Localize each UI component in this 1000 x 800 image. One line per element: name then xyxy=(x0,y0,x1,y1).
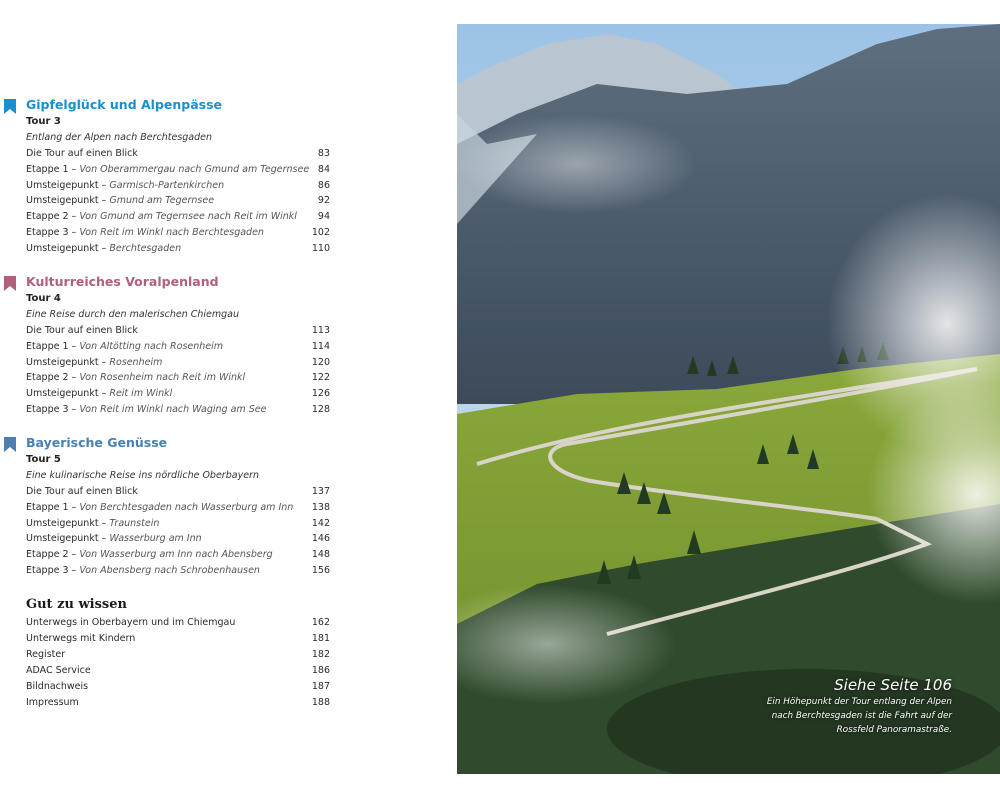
toc-section-tour-5 xyxy=(0,435,440,576)
toc-entry[interactable] xyxy=(26,243,330,258)
bookmark-icon xyxy=(4,437,16,452)
toc-entry[interactable] xyxy=(26,518,330,533)
entry-label: Etappe 2 – Von Gmund am Tegernsee nach Reit im Winkl xyxy=(26,211,297,222)
entry-label: Impressum xyxy=(26,697,79,708)
toc-entry[interactable] xyxy=(26,665,330,680)
entry-label: Etappe 3 – Von Reit im Winkl nach Berchtesgaden xyxy=(26,227,264,238)
entry-label: Etappe 1 – Von Berchtesgaden nach Wasserburg am Inn xyxy=(26,502,294,513)
page-number: 94 xyxy=(317,211,330,222)
page-number: 120 xyxy=(311,357,330,368)
toc-entry[interactable] xyxy=(26,404,330,419)
tour-subtitle: Entlang der Alpen nach Berchtesgaden xyxy=(26,132,213,143)
page-number: 188 xyxy=(311,697,330,708)
page-number: 84 xyxy=(317,164,330,175)
table-of-contents xyxy=(0,0,440,800)
page-number: 186 xyxy=(311,665,330,676)
entry-label: Register xyxy=(26,649,66,660)
toc-entry[interactable] xyxy=(26,357,330,372)
page-number: 138 xyxy=(311,502,330,513)
section-title: Kulturreiches Voralpenland xyxy=(26,274,219,289)
entry-label: Etappe 1 – Von Altötting nach Rosenheim xyxy=(26,341,224,352)
entry-label: Die Tour auf einen Blick xyxy=(26,325,138,336)
tour-label: Tour 3 xyxy=(26,116,61,127)
page-number: 122 xyxy=(311,372,330,383)
toc-entry[interactable] xyxy=(26,697,330,712)
toc-entry[interactable] xyxy=(26,502,330,517)
page-number: 110 xyxy=(311,243,330,254)
caption-text: Ein Höhepunkt der Tour entlang der Alpen nach Berchtesgaden ist die Fahrt auf der Rossfeld Panoramastraße. xyxy=(766,697,952,735)
tour-subtitle: Eine Reise durch den malerischen Chiemgau xyxy=(26,309,240,320)
entry-label: ADAC Service xyxy=(26,665,91,676)
entry-label: Umsteigepunkt – Rosenheim xyxy=(26,357,163,368)
toc-entry[interactable] xyxy=(26,341,330,356)
caption-title: Siehe Seite 106 xyxy=(834,676,952,694)
entry-label: Umsteigepunkt – Reit im Winkl xyxy=(26,388,173,399)
toc-entry[interactable] xyxy=(26,533,330,548)
section-header xyxy=(0,435,440,455)
page-number: 181 xyxy=(311,633,330,644)
page-number: 128 xyxy=(311,404,330,415)
toc-entry[interactable] xyxy=(26,617,330,632)
toc-entry[interactable] xyxy=(26,195,330,210)
entry-label: Etappe 3 – Von Reit im Winkl nach Waging am See xyxy=(26,404,267,415)
toc-entry[interactable] xyxy=(26,633,330,648)
fog-cloud xyxy=(457,114,697,214)
entry-label: Umsteigepunkt – Garmisch-Partenkirchen xyxy=(26,180,225,191)
landscape-illustration xyxy=(457,24,1000,774)
entry-label: Unterwegs in Oberbayern und im Chiemgau xyxy=(26,617,236,628)
page-number: 137 xyxy=(311,486,330,497)
toc-entry[interactable] xyxy=(26,164,330,179)
toc-entry[interactable] xyxy=(26,372,330,387)
gut-zu-wissen-heading: Gut zu wissen xyxy=(26,597,127,612)
toc-entry[interactable] xyxy=(26,549,330,564)
entry-label: Die Tour auf einen Blick xyxy=(26,148,138,159)
toc-entry[interactable] xyxy=(26,227,330,242)
toc-entry[interactable] xyxy=(26,325,330,340)
page-number: 182 xyxy=(311,649,330,660)
page-number: 92 xyxy=(317,195,330,206)
toc-entry[interactable] xyxy=(26,388,330,403)
page-number: 83 xyxy=(317,148,330,159)
page-number: 113 xyxy=(311,325,330,336)
section-title: Gipfelglück und Alpenpässe xyxy=(26,97,223,112)
entry-label: Etappe 1 – Von Oberammergau nach Gmund am Tegernsee xyxy=(26,164,310,175)
page-number: 162 xyxy=(311,617,330,628)
section-header xyxy=(0,274,440,294)
entry-label: Die Tour auf einen Blick xyxy=(26,486,138,497)
tour-label: Tour 5 xyxy=(26,454,61,465)
page-number: 102 xyxy=(311,227,330,238)
entry-label: Bildnachweis xyxy=(26,681,89,692)
entry-label: Umsteigepunkt – Berchtesgaden xyxy=(26,243,182,254)
tour-subtitle: Eine kulinarische Reise ins nördliche Oberbayern xyxy=(26,470,259,481)
entry-label: Umsteigepunkt – Wasserburg am Inn xyxy=(26,533,202,544)
tour-label: Tour 4 xyxy=(26,293,61,304)
toc-entry[interactable] xyxy=(26,180,330,195)
toc-section-tour-4 xyxy=(0,274,440,415)
toc-entry[interactable] xyxy=(26,148,330,163)
toc-entry[interactable] xyxy=(26,681,330,696)
entry-label: Etappe 3 – Von Abensberg nach Schrobenhausen xyxy=(26,565,260,576)
page-number: 148 xyxy=(311,549,330,560)
bookmark-icon xyxy=(4,99,16,114)
bookmark-icon xyxy=(4,276,16,291)
toc-entry[interactable] xyxy=(26,486,330,501)
entry-label: Umsteigepunkt – Gmund am Tegernsee xyxy=(26,195,215,206)
page-number: 146 xyxy=(311,533,330,544)
toc-entry[interactable] xyxy=(26,649,330,664)
entry-label: Etappe 2 – Von Rosenheim nach Reit im Winkl xyxy=(26,372,246,383)
page-number: 114 xyxy=(311,341,330,352)
toc-entry[interactable] xyxy=(26,211,330,226)
section-title: Bayerische Genüsse xyxy=(26,435,168,450)
page-number: 142 xyxy=(311,518,330,529)
page-number: 156 xyxy=(311,565,330,576)
entry-label: Unterwegs mit Kindern xyxy=(26,633,136,644)
page-number: 126 xyxy=(311,388,330,399)
entry-label: Umsteigepunkt – Traunstein xyxy=(26,518,160,529)
section-header xyxy=(0,97,440,117)
toc-entry[interactable] xyxy=(26,565,330,580)
entry-label: Etappe 2 – Von Wasserburg am Inn nach Abensberg xyxy=(26,549,273,560)
page-number: 187 xyxy=(311,681,330,692)
page-number: 86 xyxy=(317,180,330,191)
mountain-road-photo xyxy=(457,24,1000,774)
toc-section-tour-3 xyxy=(0,97,440,254)
